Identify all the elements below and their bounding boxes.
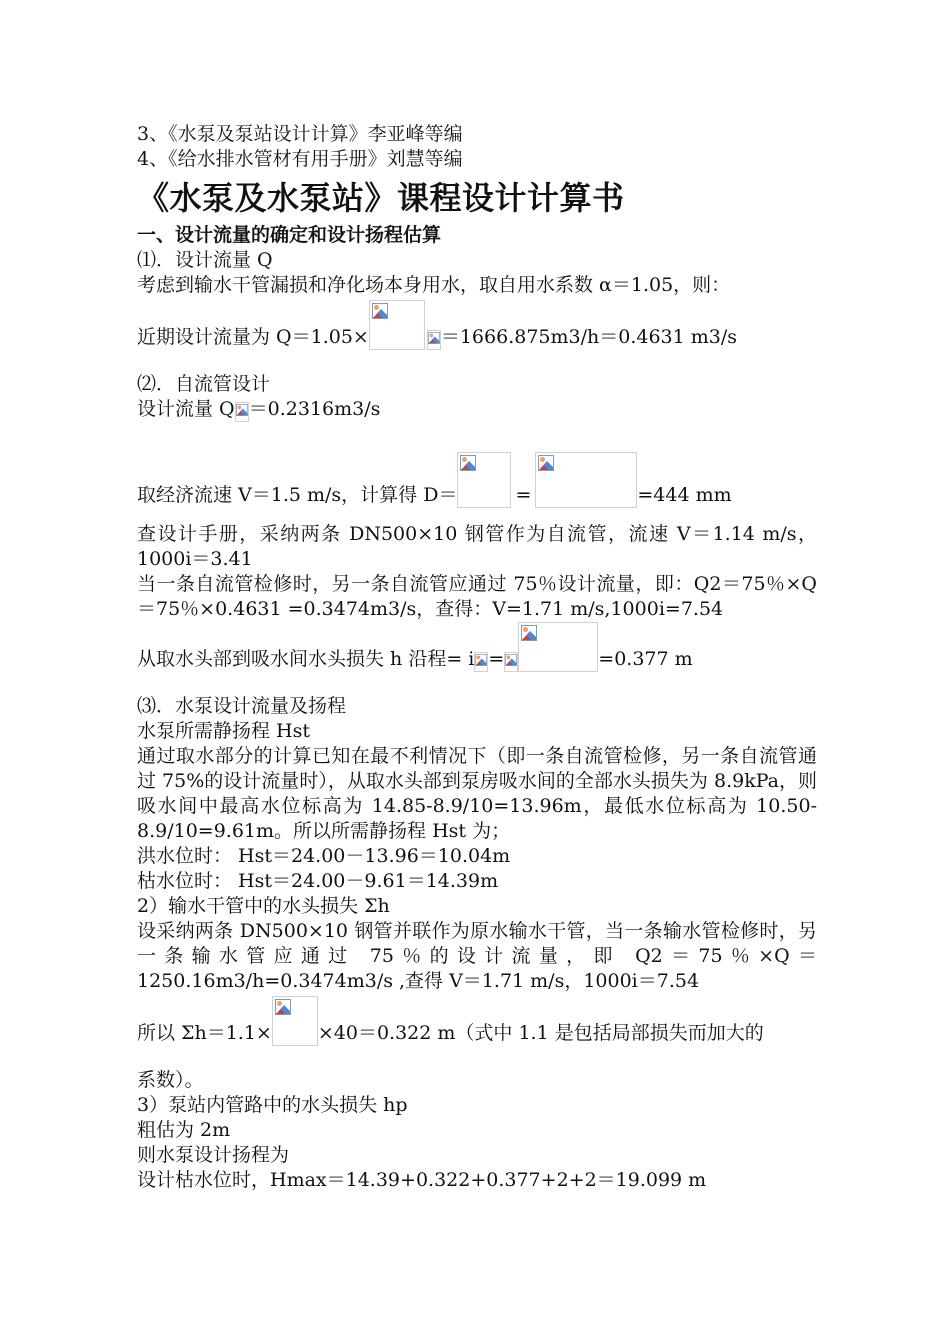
subheading-static-head: 水泵所需静扬程 Hst — [137, 720, 310, 742]
formula-text: 近期设计流量为 Q＝1.05× — [137, 326, 369, 348]
formula-text: =0.377 m — [598, 648, 693, 670]
subheading-design-flow: ⑴．设计流量 Q — [137, 249, 273, 271]
formula-image-icon — [518, 622, 598, 672]
formula-text: ×40＝0.322 m（式中 1.1 是包括局部损失而加大的 — [317, 1022, 764, 1044]
formula-image-icon — [474, 652, 488, 672]
flood-level-line: 洪水位时： Hst＝24.00－13.96＝10.04m — [137, 845, 511, 867]
formula-row-flow — [137, 300, 817, 350]
formula-image-icon — [235, 402, 249, 422]
reference-3: 3、《水泵及泵站设计计算》李亚峰等编 — [137, 123, 463, 145]
formula-image-icon — [427, 330, 441, 350]
formula-image-icon — [369, 300, 425, 350]
formula-row-sum-h — [137, 996, 817, 1046]
dry-level-line: 枯水位时： Hst＝24.00－9.61＝14.39m — [137, 870, 499, 892]
formula-image-icon — [504, 652, 518, 672]
formula-row-head-loss — [137, 622, 817, 672]
design-head-line: 则水泵设计扬程为 — [137, 1144, 290, 1166]
subheading-pump-design: ⑶．水泵设计流量及扬程 — [137, 695, 347, 717]
formula-row-q — [137, 397, 817, 422]
document-page — [137, 122, 817, 1193]
formula-row-diameter — [137, 452, 817, 508]
coefficient-line: 系数）。 — [137, 1069, 204, 1091]
formula-image-icon — [535, 452, 637, 508]
paragraph-pipe-selection: 查设计手册，采纳两条 DN500×10 钢管作为自流管，流速 V＝1.14 m/s，1000i＝3.41 — [137, 523, 817, 570]
hmax-line: 设计枯水位时，Hmax＝14.39+0.322+0.377+2+2＝19.099 m — [137, 1169, 707, 1191]
paragraph-static-head: 通过取水部分的计算已知在最不利情况下（即一条自流管检修，另一条自流管通过 75%的设计流量时），从取水头部到泵房吸水间的全部水头损失为 8.9kPa，则吸水间中最高水位标高为 14.85-8.9/10=13.96m，最低水位标高为 10.50-8.9/10=9.61m。所以所需静扬程 Hst 为； — [137, 745, 817, 842]
formula-text: 从取水头部到吸水间水头损失 h 沿程= i — [137, 648, 475, 670]
estimate-line: 粗估为 2m — [137, 1119, 231, 1141]
subheading-station-loss: 3）泵站内管路中的水头损失 hp — [137, 1094, 408, 1116]
formula-text: =444 mm — [637, 484, 732, 506]
formula-text: = — [488, 648, 505, 670]
formula-text: ＝0.2316m3/s — [248, 398, 381, 420]
formula-text: 设计流量 Q — [137, 398, 235, 420]
paragraph-self-use: 考虑到输水干管漏损和净化场本身用水，取自用水系数 α＝1.05，则： — [137, 274, 731, 296]
formula-image-icon — [457, 452, 511, 508]
paragraph-main-pipe: 设采纳两条 DN500×10 钢管并联作为原水输水干管，当一条输水管检修时，另一条输水管应通过 75％的设计流量，即 Q2＝75％×Q＝1250.16m3/h=0.3474m3/s ,查得 V＝1.71 m/s，1000i＝7.54 — [137, 920, 817, 992]
subheading-gravity-pipe: ⑵．自流管设计 — [137, 373, 271, 395]
section-heading-1: 一、设计流量的确定和设计扬程估算 — [137, 224, 442, 246]
formula-text: = — [515, 484, 532, 506]
formula-text: ＝1666.875m3/h＝0.4631 m3/s — [440, 326, 738, 348]
document-title: 《水泵及水泵站》课程设计计算书 — [137, 179, 625, 217]
formula-image-icon — [272, 996, 318, 1046]
reference-4: 4、《给水排水管材有用手册》刘慧等编 — [137, 148, 463, 170]
paragraph-maintenance-flow: 当一条自流管检修时，另一条自流管应通过 75％设计流量，即：Q2＝75％×Q＝75％×0.4631 =0.3474m3/s，查得：V=1.71 m/s,1000i=7.54 — [137, 573, 817, 620]
formula-text: 所以 Σh＝1.1× — [137, 1022, 272, 1044]
formula-text: 取经济流速 V＝1.5 m/s，计算得 D＝ — [137, 484, 458, 506]
subheading-main-loss: 2）输水干管中的水头损失 Σh — [137, 895, 390, 917]
